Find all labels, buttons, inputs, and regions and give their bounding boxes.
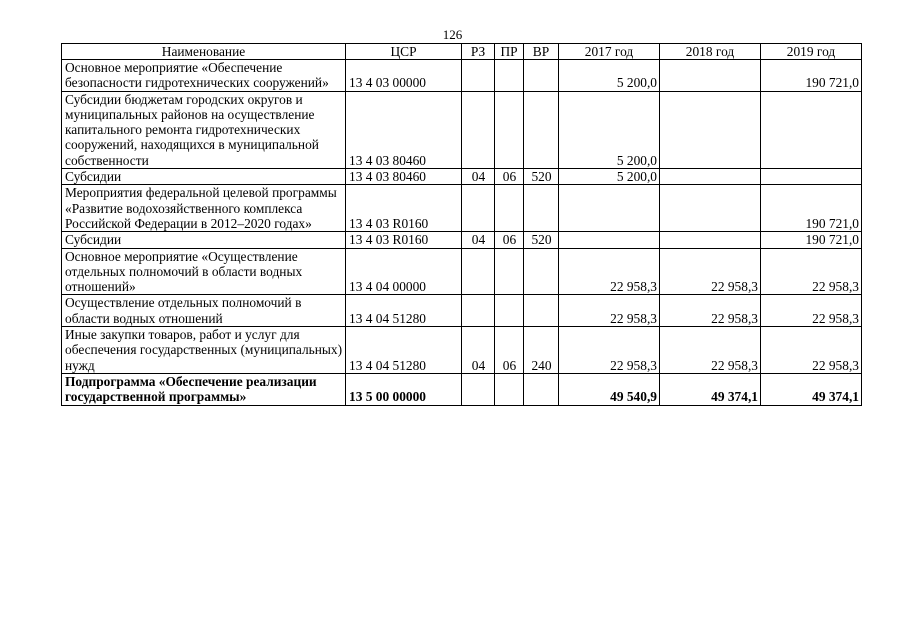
cell-vr: [524, 373, 559, 405]
cell-csr: 13 5 00 00000: [346, 373, 462, 405]
column-header-name: Наименование: [62, 44, 346, 60]
cell-vr: [524, 91, 559, 168]
column-header-2019: 2019 год: [761, 44, 862, 60]
cell-pr: [495, 373, 524, 405]
cell-name: Основное мероприятие «Осуществление отдельных полномочий в области водных отношений»: [62, 248, 346, 295]
table-row: [62, 91, 862, 168]
cell-csr: 13 4 03 80460: [346, 91, 462, 168]
cell-vr: 520: [524, 232, 559, 248]
cell-rz: [462, 248, 495, 295]
cell-2018: 22 958,3: [660, 248, 761, 295]
cell-pr: [495, 91, 524, 168]
column-header-rz: РЗ: [462, 44, 495, 60]
cell-name: Субсидии: [62, 232, 346, 248]
table-row: [62, 373, 862, 405]
cell-rz: [462, 373, 495, 405]
cell-vr: [524, 185, 559, 232]
column-header-pr: ПР: [495, 44, 524, 60]
cell-2019: 190 721,0: [761, 60, 862, 92]
cell-name: Мероприятия федеральной целевой программы «Развитие водохозяйственного комплекса Российской Федерации в 2012–2020 годах»: [62, 185, 346, 232]
cell-2017: 22 958,3: [559, 248, 660, 295]
cell-2017: 22 958,3: [559, 327, 660, 374]
page-number: 126: [442, 27, 463, 42]
table-body: [62, 60, 862, 406]
column-header-vr: ВР: [524, 44, 559, 60]
cell-2019: 190 721,0: [761, 232, 862, 248]
cell-2018: [660, 60, 761, 92]
cell-csr: 13 4 04 00000: [346, 248, 462, 295]
cell-name: Подпрограмма «Обеспечение реализации государственной программы»: [62, 373, 346, 405]
table-row: [62, 232, 862, 248]
table-row: [62, 295, 862, 327]
cell-pr: [495, 295, 524, 327]
cell-2017: 5 200,0: [559, 60, 660, 92]
table-row: [62, 248, 862, 295]
cell-vr: [524, 60, 559, 92]
cell-2018: [660, 185, 761, 232]
cell-rz: 04: [462, 327, 495, 374]
cell-rz: [462, 91, 495, 168]
cell-csr: 13 4 04 51280: [346, 327, 462, 374]
cell-pr: 06: [495, 327, 524, 374]
cell-2018: 22 958,3: [660, 295, 761, 327]
cell-csr: 13 4 03 R0160: [346, 185, 462, 232]
column-header-2017: 2017 год: [559, 44, 660, 60]
cell-2017: [559, 185, 660, 232]
cell-name: Субсидии: [62, 169, 346, 185]
cell-pr: 06: [495, 169, 524, 185]
cell-pr: [495, 248, 524, 295]
cell-pr: [495, 60, 524, 92]
cell-csr: 13 4 04 51280: [346, 295, 462, 327]
cell-2018: [660, 232, 761, 248]
cell-2017: 5 200,0: [559, 91, 660, 168]
cell-rz: 04: [462, 232, 495, 248]
cell-vr: 520: [524, 169, 559, 185]
cell-rz: 04: [462, 169, 495, 185]
table-header-row: [62, 44, 862, 60]
table-row: [62, 60, 862, 92]
cell-2018: 49 374,1: [660, 373, 761, 405]
cell-csr: 13 4 03 80460: [346, 169, 462, 185]
cell-rz: [462, 60, 495, 92]
cell-pr: [495, 185, 524, 232]
cell-2019: [761, 169, 862, 185]
cell-name: Субсидии бюджетам городских округов и муниципальных районов на осуществление капитального ремонта гидротехнических сооружений, находящихся в муниципальной собственности: [62, 91, 346, 168]
column-header-csr: ЦСР: [346, 44, 462, 60]
cell-vr: [524, 295, 559, 327]
cell-2018: [660, 91, 761, 168]
cell-2019: 22 958,3: [761, 295, 862, 327]
cell-2018: [660, 169, 761, 185]
cell-pr: 06: [495, 232, 524, 248]
cell-2019: 49 374,1: [761, 373, 862, 405]
budget-table: [61, 43, 862, 406]
cell-name: Основное мероприятие «Обеспечение безопасности гидротехнических сооружений»: [62, 60, 346, 92]
cell-2019: 190 721,0: [761, 185, 862, 232]
cell-csr: 13 4 03 00000: [346, 60, 462, 92]
table-row: [62, 327, 862, 374]
cell-2017: 22 958,3: [559, 295, 660, 327]
cell-2018: 22 958,3: [660, 327, 761, 374]
table-row: [62, 185, 862, 232]
cell-2019: 22 958,3: [761, 248, 862, 295]
column-header-2018: 2018 год: [660, 44, 761, 60]
cell-2019: 22 958,3: [761, 327, 862, 374]
cell-csr: 13 4 03 R0160: [346, 232, 462, 248]
cell-2019: [761, 91, 862, 168]
cell-vr: [524, 248, 559, 295]
cell-rz: [462, 295, 495, 327]
cell-vr: 240: [524, 327, 559, 374]
cell-rz: [462, 185, 495, 232]
cell-name: Осуществление отдельных полномочий в области водных отношений: [62, 295, 346, 327]
cell-2017: [559, 232, 660, 248]
cell-2017: 5 200,0: [559, 169, 660, 185]
cell-2017: 49 540,9: [559, 373, 660, 405]
cell-name: Иные закупки товаров, работ и услуг для обеспечения государственных (муниципальных) нужд: [62, 327, 346, 374]
table-row: [62, 169, 862, 185]
